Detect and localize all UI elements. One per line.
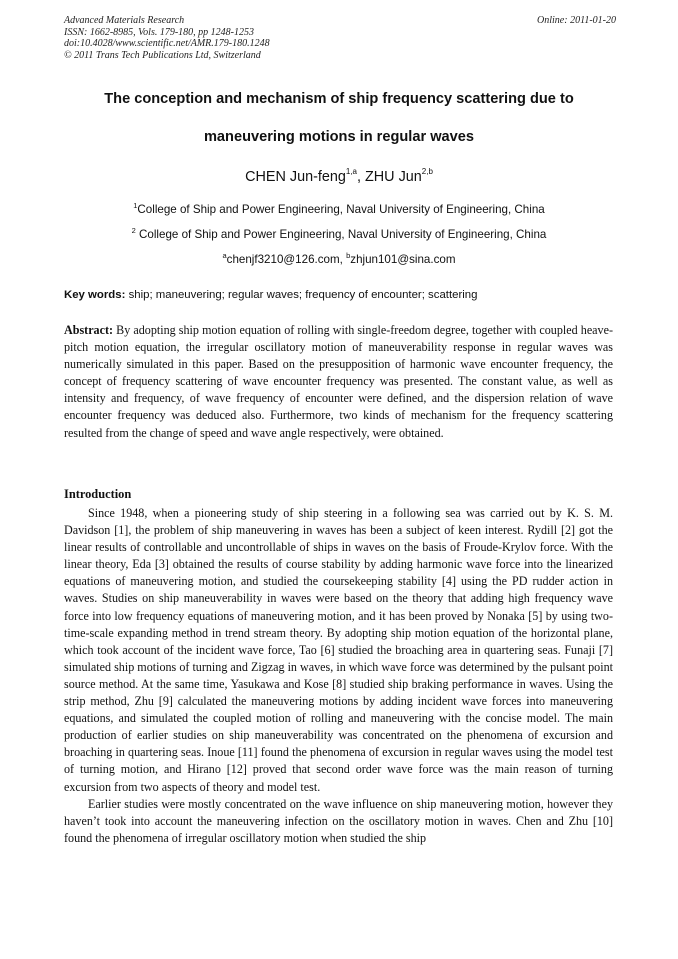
affiliation-2 <box>0 228 678 242</box>
email-line <box>0 253 678 267</box>
abstract-label: Abstract: <box>64 323 114 337</box>
keywords-label: Key words: <box>64 289 126 301</box>
introduction-body <box>64 505 613 847</box>
email-1[interactable]: chenjf3210@126.com, <box>226 253 347 266</box>
affiliation-2-superscript: 2 <box>131 226 136 235</box>
publication-metadata <box>64 15 616 61</box>
abstract-text: By adopting ship motion equation of rolling with single-freedom degree, together with coupled heave-pitch motion equation, the irregular oscillatory motion of maneuverability response in regular waves was numerically simulated in this paper. Based on the presupposition of harmonic wave encounter frequency, the concept of frequency scattering of wave encounter frequency was presented. The constant value, as well as intensity and frequency, of wave frequency of encounter were defined, and the dispersion relation of wave encounter frequency was deduced also. Furthermore, two kinds of mechanism for the frequency scattering resulted from the change of speed and wave angle respectively, were obtained. <box>64 323 613 440</box>
copyright-line: © 2011 Trans Tech Publications Ltd, Switzerland <box>64 49 261 61</box>
abstract <box>64 322 613 442</box>
keywords <box>64 288 624 302</box>
affiliation-1-text: College of Ship and Power Engineering, Naval University of Engineering, China <box>137 203 545 216</box>
author-separator: , <box>357 169 365 185</box>
issn-line: ISSN: 1662-8985, Vols. 179-180, pp 1248-1253 <box>64 26 254 38</box>
keywords-text: ship; maneuvering; regular waves; frequency of encounter; scattering <box>125 289 478 301</box>
email-1-superscript: a <box>222 251 227 260</box>
paper-title-line-1: The conception and mechanism of ship frequency scattering due to <box>104 91 574 107</box>
doi-line: doi:10.4028/www.scientific.net/AMR.179-180.1248 <box>64 38 270 50</box>
author-line <box>0 168 678 186</box>
email-2[interactable]: zhjun101@sina.com <box>350 253 456 266</box>
introduction-paragraph-1: Since 1948, when a pioneering study of ship steering in a following sea was carried out by K. S. M. Davidson [1], the problem of ship maneuvering in waves has been a subject of keen interest. Rydill [2] got the linear results of controllable and uncontrollable of ships in waves on the basis of Froude-Krylov force. With the linear theory, Eda [3] obtained the results of course stability by adding harmonic wave force into the linearized equations of maneuvering motion, and studied the coursekeeping stability [4] using the PD rudder action in waves. Studies on ship maneuverability in waves were based on the theory that adding high frequency wave force into low frequency equations of maneuvering motion, and it has been proved by Nonaka [5] by using two-time-scale expanding method in trend stream theory. By adopting ship motion equation of the horizontal plane, which took account of the incident wave force, Tao [6] studied the broaching area in quartering seas. Funaji [7] simulated ship motions of turning and Zigzag in waves, in which wave force was determined by the pulsant point source method. At the same time, Yasukawa and Kose [8] studied ship braking performance in waves. Using the strip method, Zhu [9] calculated the maneuvering motions by adding incident wave forces into maneuvering equations, and simulated the coupled motion of rolling and maneuvering with the concise model. The main production of earlier studies on ship maneuverability was concentrated on the phenomena of excursion and broaching in quartering seas. Inoue [11] found the phenomena of excursion in regular waves using the model test of turning motion, and Hirano [12] proved that second order wave force was the main reason of turning excursion from two aspects of theory and model test. <box>64 506 613 794</box>
introduction-heading: Introduction <box>64 487 132 501</box>
email-2-superscript: b <box>346 251 351 260</box>
affiliation-1 <box>0 203 678 217</box>
author-2-superscript: 2,b <box>421 167 433 176</box>
author-1-superscript: 1,a <box>345 167 357 176</box>
journal-name: Advanced Materials Research <box>64 15 185 26</box>
online-date: Online: 2011-01-20 <box>537 15 616 26</box>
affiliation-2-text: College of Ship and Power Engineering, Naval University of Engineering, China <box>135 228 547 241</box>
introduction-paragraph-2: Earlier studies were mostly concentrated on the wave influence on ship maneuvering motion, however they haven’t took into account the maneuvering infection on the oscillatory motion in waves. Chen and Zhu [10] found the phenomena of irregular oscillatory motion when studied the ship <box>64 796 613 845</box>
author-2-name: ZHU Jun <box>365 169 422 185</box>
affiliation-1-superscript: 1 <box>133 201 138 210</box>
paper-title-line-2: maneuvering motions in regular waves <box>203 129 475 145</box>
author-1-name: CHEN Jun-feng <box>245 169 346 185</box>
